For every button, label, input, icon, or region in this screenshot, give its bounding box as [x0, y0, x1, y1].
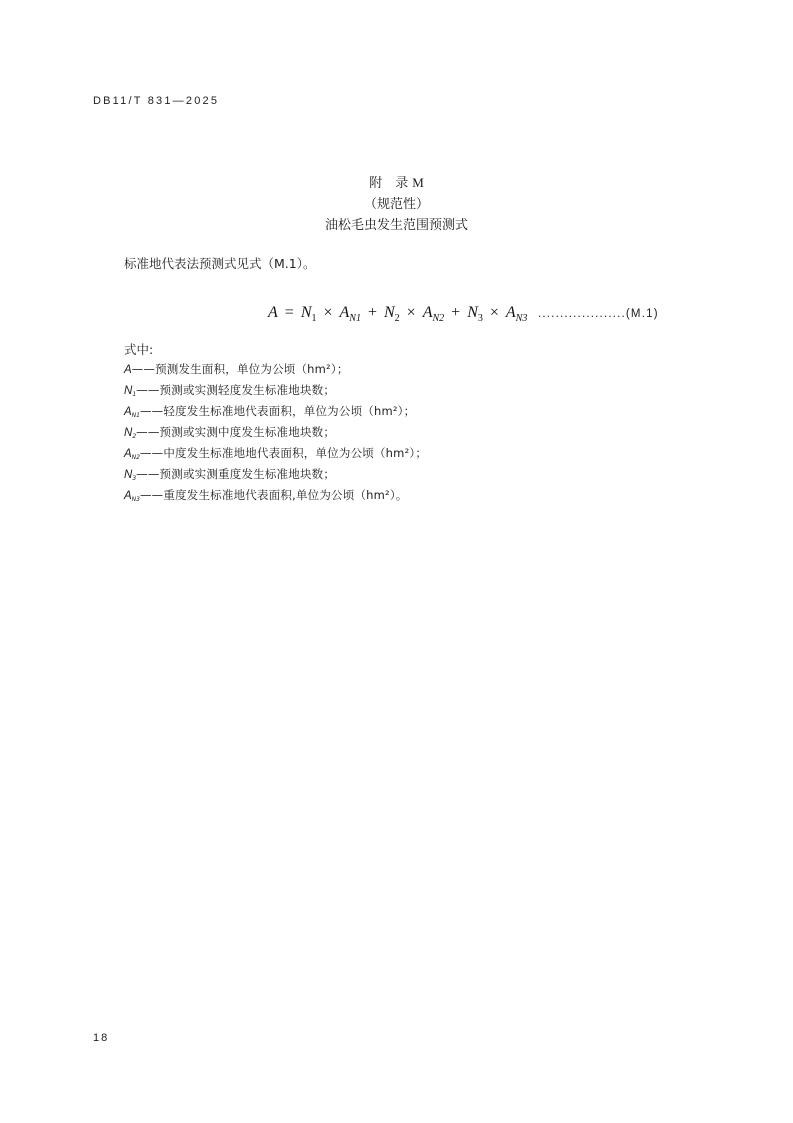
standard-code: DB11/T 831—2025 — [93, 95, 220, 107]
variable-subscript: 2 — [132, 433, 137, 440]
formula-term-2-a: A — [422, 304, 433, 321]
appendix-type: （规范性） — [363, 197, 429, 212]
variable-description: ——中度发生标准地地代表面积，单位为公顷（hm²）； — [139, 446, 428, 460]
formula-term-3-a-sub: N3 — [515, 313, 528, 324]
formula-term-3-n: N — [467, 304, 478, 321]
formula-plus-1: + — [367, 304, 377, 321]
formula-times-2: × — [406, 304, 416, 321]
formula-lhs: A — [268, 304, 278, 321]
variable-symbol: A — [124, 448, 132, 460]
variable-symbol: N — [124, 427, 133, 439]
formula-term-1-a-sub: N1 — [349, 313, 361, 324]
formula-term-1-n: N — [300, 304, 312, 321]
formula-times-1: × — [323, 304, 333, 321]
intro-paragraph: 标准地代表法预测式见式（M.1）。 — [124, 256, 316, 271]
formula-times-3: × — [489, 304, 499, 321]
variable-subscript: 1 — [132, 391, 137, 398]
formula-term-2-a-sub: N2 — [432, 313, 445, 324]
variable-description: ——预测或实测轻度发生标准地块数； — [136, 383, 336, 397]
variable-description: ——预测或实测中度发生标准地块数； — [136, 425, 336, 439]
variable-symbol: A — [124, 364, 132, 376]
formula-term-1-a: A — [339, 304, 350, 321]
variable-definition — [124, 445, 427, 466]
variable-description: ——预测发生面积，单位为公顷（hm²）； — [131, 362, 349, 376]
variable-definition — [124, 487, 427, 508]
variable-symbol: A — [124, 406, 132, 418]
formula-term-1-n-sub: 1 — [311, 313, 317, 324]
appendix-title-prefix: 附 录 — [369, 176, 409, 191]
appendix-title — [0, 172, 793, 191]
variable-definition — [124, 424, 427, 445]
variable-symbol: N — [124, 469, 133, 481]
variable-definition — [124, 361, 427, 382]
appendix-letter: M — [412, 175, 424, 190]
formula-equals: = — [284, 304, 294, 321]
formula-term-2-n: N — [384, 304, 395, 321]
formula-term-3-n-sub: 3 — [477, 313, 483, 324]
variable-symbol: N — [124, 385, 133, 397]
variable-description: ——重度发生标准地代表面积,单位为公顷（hm²）。 — [139, 488, 408, 502]
where-label: 式中: — [124, 342, 154, 357]
variable-definition — [124, 382, 427, 403]
appendix-subject: 油松毛虫发生范围预测式 — [324, 218, 468, 233]
variable-description: ——预测或实测重度发生标准地块数； — [136, 467, 336, 481]
variable-definitions — [124, 361, 427, 508]
variable-description: ——轻度发生标准地代表面积，单位为公顷（hm²）； — [139, 404, 416, 418]
formula-term-2-n-sub: 2 — [394, 313, 400, 324]
equation-number: ....................(M.1) — [538, 308, 659, 320]
variable-subscript: N1 — [131, 412, 140, 419]
formula-plus-2: + — [451, 304, 461, 321]
formula-term-3-a: A — [505, 304, 516, 321]
variable-subscript: N3 — [131, 496, 140, 503]
formula-m1 — [268, 304, 527, 324]
variable-symbol: A — [124, 490, 132, 502]
variable-subscript: 3 — [132, 475, 137, 482]
variable-subscript: N2 — [131, 454, 140, 461]
page-number: 18 — [93, 1032, 110, 1044]
variable-definition — [124, 466, 427, 487]
variable-definition — [124, 403, 427, 424]
